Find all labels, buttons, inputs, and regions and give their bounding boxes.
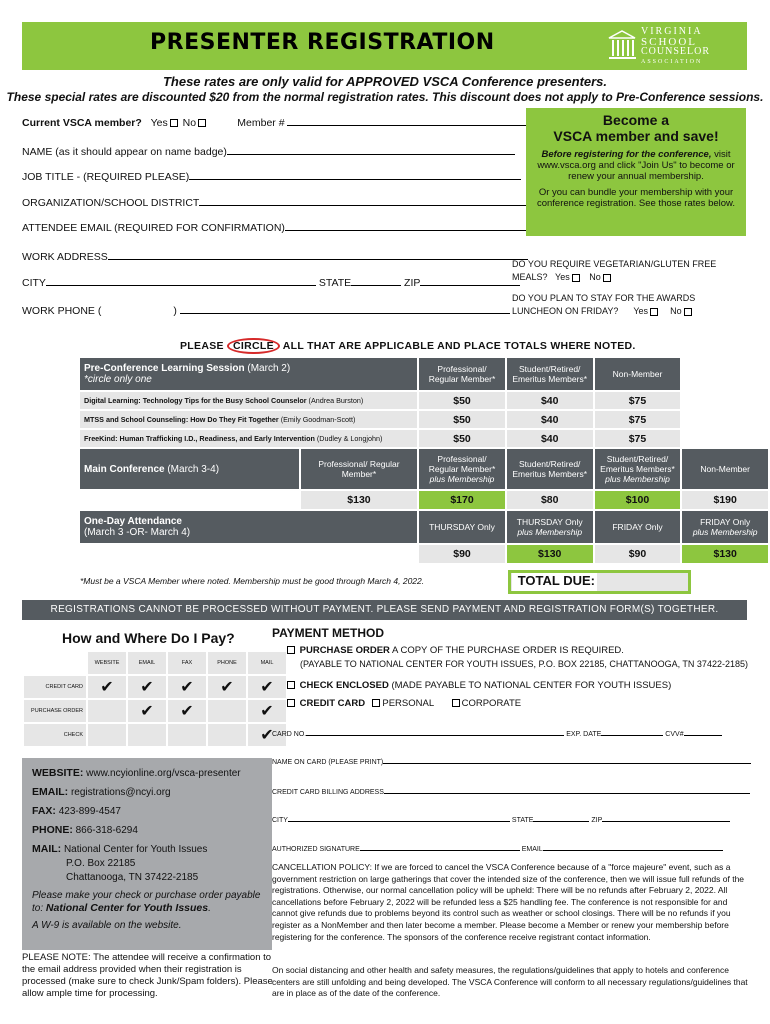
session-presenter: (Andrea Burston) <box>306 396 364 405</box>
cc-email-label: EMAIL <box>521 846 543 853</box>
check-mark-icon <box>128 724 166 746</box>
one-day-price-thursday[interactable]: $90 <box>419 545 505 563</box>
one-day-price-row <box>80 545 768 563</box>
main-col-professional-plus-label: Professional/ Regular Member* <box>428 454 496 474</box>
pay-row-label: PURCHASE ORDER <box>24 700 86 722</box>
main-col-student: Student/Retired/ Emeritus Members* <box>507 449 593 489</box>
circle-word: CIRCLE <box>227 338 280 354</box>
logo-line: SCHOOL <box>641 36 698 48</box>
job-label: JOB TITLE - (REQUIRED PLEASE) <box>22 171 190 183</box>
member-yes-checkbox[interactable] <box>170 119 178 127</box>
mail-label: MAIL: <box>32 843 62 855</box>
po-checkbox[interactable] <box>287 646 295 654</box>
email-field[interactable] <box>285 221 539 231</box>
org-label: ORGANIZATION/SCHOOL DISTRICT <box>22 197 200 209</box>
processing-note: PLEASE NOTE: The attendee will receive a confirmation to the email address provided when their registration is processed (make sure to check Junk/Spam folders). Please allow ample time for processing. <box>22 952 273 999</box>
payable-to-period: . <box>208 903 211 914</box>
one-day-col-friday-plus-label: FRIDAY Only <box>700 517 751 527</box>
billing-city-field[interactable] <box>288 815 510 822</box>
address-label: WORK ADDRESS <box>22 251 108 263</box>
signature-label: AUTHORIZED SIGNATURE <box>272 846 360 853</box>
check-enclosed-checkbox[interactable] <box>287 681 295 689</box>
payment-method-title: PAYMENT METHOD <box>272 626 385 640</box>
one-day-col-thursday: THURSDAY Only <box>419 511 505 543</box>
po-option <box>285 645 624 656</box>
credit-card-checkbox[interactable] <box>287 699 295 707</box>
columns-icon <box>605 28 639 62</box>
instructions-before: PLEASE <box>180 340 224 352</box>
billing-zip-field[interactable] <box>602 815 730 822</box>
credit-card-option <box>285 698 521 709</box>
check-mark-icon: ✔ <box>88 676 126 698</box>
email-row <box>22 221 539 234</box>
pay-col-mail: MAIL <box>248 652 286 674</box>
instructions-after: ALL THAT ARE APPLICABLE AND PLACE TOTALS WHERE NOTED. <box>282 340 636 352</box>
corporate-label: CORPORATE <box>461 698 522 709</box>
session-name: MTSS and School Counseling: How Do They Fit Together <box>84 415 279 424</box>
session-price-non-member[interactable]: $75 <box>595 430 681 447</box>
cc-email-field[interactable] <box>543 844 723 851</box>
phone-paren: ) <box>173 305 177 317</box>
check-mark-icon: ✔ <box>128 700 166 722</box>
member-number-field[interactable] <box>287 116 527 126</box>
email-label: ATTENDEE EMAIL (REQUIRED FOR CONFIRMATION) <box>22 222 285 234</box>
one-day-subtitle: (March 3 -OR- March 4) <box>84 527 191 538</box>
name-label: NAME (as it should appear on name badge) <box>22 146 227 158</box>
exp-date-field[interactable] <box>601 729 663 736</box>
pay-col-phone: PHONE <box>208 652 246 674</box>
card-number-row <box>272 729 722 738</box>
session-row[interactable] <box>80 430 768 447</box>
veg-yes-checkbox[interactable] <box>572 274 580 282</box>
credit-card-label: CREDIT CARD <box>299 698 366 709</box>
phone-row <box>22 304 510 317</box>
promo-heading-1: Become a <box>602 112 670 128</box>
website-label: WEBSITE: <box>32 767 84 779</box>
how-to-pay-title: How and Where Do I Pay? <box>62 630 235 646</box>
org-field[interactable] <box>199 196 533 206</box>
billing-city-row <box>272 815 730 824</box>
main-conference-date: (March 3-4) <box>164 463 220 475</box>
check-mark-icon: ✔ <box>168 676 206 698</box>
name-on-card-row <box>272 757 751 766</box>
lunch-no-label: No <box>670 306 682 316</box>
main-col-student-plus <box>595 449 681 489</box>
lunch-no-checkbox[interactable] <box>684 308 692 316</box>
plus-membership-label: plus Membership <box>517 527 583 537</box>
check-mark-icon <box>88 724 126 746</box>
signature-row <box>272 844 723 853</box>
veg-yes-label: Yes <box>555 272 570 282</box>
logo-line: ASSOCIATION <box>641 59 703 65</box>
mail-line-3: Chattanooga, TN 37422-2185 <box>66 872 199 883</box>
billing-city-label: CITY <box>272 817 288 824</box>
plus-membership-label: plus Membership <box>605 474 670 484</box>
main-price-student[interactable]: $80 <box>507 491 593 509</box>
zip-field[interactable] <box>420 276 520 286</box>
payable-to <box>32 889 262 915</box>
fax-label: FAX: <box>32 805 56 817</box>
main-price-non-member[interactable]: $190 <box>682 491 768 509</box>
promo-visit-emphasis: Before registering for the conference, <box>541 149 712 160</box>
check-mark-icon: ✔ <box>128 676 166 698</box>
session-presenter: (Dudley & Longjohn) <box>314 434 383 443</box>
po-payable: (PAYABLE TO NATIONAL CENTER FOR YOUTH ISSUES, P.O. BOX 22185, CHATTANOOGA, TN 37422-2185) <box>300 659 748 669</box>
personal-label: PERSONAL <box>382 698 434 709</box>
billing-zip-label: ZIP <box>591 817 603 824</box>
subtitle-presenters: These rates are only valid for APPROVED VSCA Conference presenters. <box>162 74 608 89</box>
w9-note: A W-9 is available on the website. <box>32 920 182 931</box>
check-enclosed-text: (MADE PAYABLE TO NATIONAL CENTER FOR YOUTH ISSUES) <box>388 680 672 691</box>
email-label: EMAIL: <box>32 786 69 798</box>
session-title <box>80 430 417 447</box>
mail-line-2: P.O. Box 22185 <box>66 858 136 869</box>
session-price-student[interactable]: $40 <box>507 430 593 447</box>
main-col-professional: Professional/ Regular Member* <box>301 449 417 489</box>
contact-mail <box>32 842 262 857</box>
session-row[interactable] <box>80 392 768 409</box>
member-footnote: *Must be a VSCA Member where noted. Membership must be good through March 4, 2022. <box>80 576 425 586</box>
session-presenter: (Emily Goodman-Scott) <box>278 415 356 424</box>
billing-address-label: CREDIT CARD BILLING ADDRESS <box>272 789 384 796</box>
check-mark-icon <box>168 724 206 746</box>
city-field[interactable] <box>46 276 316 286</box>
one-day-header <box>80 511 417 543</box>
zip-label: ZIP <box>404 277 421 289</box>
name-on-card-label: NAME ON CARD (PLEASE PRINT) <box>272 759 384 766</box>
session-price-student[interactable]: $40 <box>507 392 593 409</box>
corporate-checkbox[interactable] <box>452 699 460 707</box>
lunch-yes-checkbox[interactable] <box>650 308 658 316</box>
cancellation-policy: CANCELLATION POLICY: If we are forced to cancel the VSCA Conference because of a "force majeure" event, such as a government restriction on large gatherings that cover the intended size of the conference, then we will issue full refunds of the registrations. Otherwise, our normal cancellation policy will be upheld: There will be no refunds after February 2, 2022. All cancellations before February 2, 2022 will be refunded less a $25 handling fee. The conference is not responsible for and cannot give refunds due to problems beyond its control such as weather or school closings. There will be no refunds if you register as a NonMember and then later become a member. Please become a Member or renew your membership before registering for the conference. The sponsors of the conference receive registrant contact information. <box>272 862 745 942</box>
fax-number: 423-899-4547 <box>55 806 121 817</box>
lunch-question <box>512 292 744 318</box>
contact-phone <box>32 823 262 838</box>
signature-field[interactable] <box>360 844 520 851</box>
cvv-label: CVV# <box>665 731 684 738</box>
col-non-member: Non-Member <box>595 358 681 390</box>
main-price-professional[interactable]: $130 <box>301 491 417 509</box>
member-number-label: Member # <box>237 117 285 129</box>
name-on-card-field[interactable] <box>383 757 751 764</box>
job-row <box>22 170 521 183</box>
address-row <box>22 250 528 263</box>
veg-question <box>512 258 744 284</box>
main-conference-title: Main Conference <box>84 463 165 475</box>
member-question <box>22 116 527 129</box>
pay-row <box>24 700 286 722</box>
billing-state-label: STATE <box>511 817 534 824</box>
mail-line-1: National Center for Youth Issues <box>61 844 208 855</box>
veg-no-label: No <box>589 272 601 282</box>
plus-membership-label: plus Membership <box>429 474 495 484</box>
member-no-label: No <box>182 117 197 129</box>
phone-label: PHONE: <box>32 824 73 836</box>
spacer <box>80 545 417 563</box>
member-no-checkbox[interactable] <box>198 119 206 127</box>
pay-methods-table <box>22 650 288 748</box>
payable-to-intro: Please make your check or purchase order payable to: <box>32 890 261 914</box>
check-mark-icon <box>208 700 246 722</box>
total-due-label: TOTAL DUE: <box>512 573 597 591</box>
session-name: Digital Learning: Technology Tips for the Busy School Counselor <box>84 396 307 405</box>
payment-warning-bar: REGISTRATIONS CANNOT BE PROCESSED WITHOUT PAYMENT. PLEASE SEND PAYMENT AND REGISTRATION FORM(S) TOGETHER. <box>22 600 747 620</box>
name-field[interactable] <box>227 145 515 155</box>
main-price-professional-plus[interactable]: $170 <box>419 491 505 509</box>
check-enclosed-label: CHECK ENCLOSED <box>299 680 389 691</box>
one-day-col-thursday-plus <box>507 511 593 543</box>
check-option <box>285 680 671 691</box>
circle-instructions <box>180 338 636 354</box>
email-link[interactable]: registrations@ncyi.org <box>68 787 171 798</box>
session-price-professional[interactable]: $50 <box>419 411 505 428</box>
col-student: Student/Retired/ Emeritus Members* <box>507 358 593 390</box>
veg-question-text: DO YOU REQUIRE VEGETARIAN/GLUTEN FREE MEALS? <box>512 259 717 282</box>
contact-email <box>32 785 262 800</box>
contact-fax <box>32 804 262 819</box>
check-mark-icon: ✔ <box>248 700 286 722</box>
subtitle-discount: These special rates are discounted $20 from the normal registration rates. This discount does not apply to Pre-Conference sessions. <box>6 90 764 104</box>
social-distancing-note: On social distancing and other health and safety measures, the regulations/guidelines that apply to hotels and conference centers are still unfolding and being developed. The VSCA Conference will conform to all necessary regulations/guidelines that are in place as of the date of the conference. <box>272 965 748 999</box>
check-mark-icon <box>88 700 126 722</box>
main-col-student-plus-label: Student/Retired/ Emeritus Members* <box>600 454 675 474</box>
billing-address-field[interactable] <box>384 787 750 794</box>
rates-table <box>78 356 770 565</box>
pay-row-label: CHECK <box>24 724 86 746</box>
page-title: PRESENTER REGISTRATION <box>150 30 495 55</box>
exp-date-label: EXP. DATE <box>566 731 602 738</box>
one-day-price-friday[interactable]: $90 <box>595 545 681 563</box>
col-professional: Professional/ Regular Member* <box>419 358 505 390</box>
billing-state-field[interactable] <box>533 815 589 822</box>
session-row[interactable] <box>80 411 768 428</box>
pay-row <box>24 724 286 746</box>
main-col-non-member: Non-Member <box>682 449 768 489</box>
member-question-label: Current VSCA member? <box>22 117 142 129</box>
phone-label: WORK PHONE ( <box>22 305 102 317</box>
personal-checkbox[interactable] <box>372 699 380 707</box>
card-number-label: CARD NO. <box>272 731 307 738</box>
session-price-professional[interactable]: $50 <box>419 392 505 409</box>
check-mark-icon: ✔ <box>168 700 206 722</box>
state-field[interactable] <box>351 276 401 286</box>
job-field[interactable] <box>189 170 521 180</box>
main-col-professional-plus <box>419 449 505 489</box>
pay-col-fax: FAX <box>168 652 206 674</box>
promo-visit-text: visit www.vsca.org and click "Join Us" to become or renew your annual membership. <box>537 149 735 182</box>
city-row <box>22 276 520 289</box>
name-row <box>22 145 515 158</box>
membership-promo <box>526 108 746 236</box>
one-day-col-friday-plus <box>682 511 768 543</box>
session-price-non-member[interactable]: $75 <box>595 411 681 428</box>
billing-address-row <box>272 787 750 796</box>
pay-col-website: WEBSITE <box>88 652 126 674</box>
payable-to-name: National Center for Youth Issues <box>45 902 209 914</box>
pre-conference-title: Pre-Conference Learning Session <box>84 363 245 374</box>
city-label: CITY <box>22 277 46 289</box>
pay-row <box>24 676 286 698</box>
phone-field[interactable] <box>180 304 510 314</box>
promo-visit <box>532 149 740 182</box>
state-label: STATE <box>318 277 352 289</box>
session-price-professional[interactable]: $50 <box>419 430 505 447</box>
lunch-yes-label: Yes <box>633 306 649 316</box>
lunch-question-text: DO YOU PLAN TO STAY FOR THE AWARDS LUNCHEON ON FRIDAY? <box>512 293 696 316</box>
pre-conference-note: *circle only one <box>84 374 152 385</box>
vsca-logo <box>605 24 745 68</box>
check-mark-icon: ✔ <box>248 724 286 746</box>
card-number-field[interactable] <box>306 729 564 736</box>
pre-conference-header <box>80 358 417 390</box>
main-conference-header <box>80 449 299 489</box>
main-price-student-plus[interactable]: $100 <box>595 491 681 509</box>
org-row <box>22 196 533 209</box>
one-day-price-thursday-plus[interactable]: $130 <box>507 545 593 563</box>
pay-col-email: EMAIL <box>128 652 166 674</box>
spacer <box>80 491 299 509</box>
one-day-title: One-Day Attendance <box>84 516 182 527</box>
promo-bundle: Or you can bundle your membership with your conference registration. See those rates below. <box>536 187 736 209</box>
logo-line: VIRGINIA <box>641 26 703 37</box>
session-name: FreeKind: Human Trafficking I.D., Readiness, and Early Intervention <box>84 434 315 443</box>
pay-row-label: CREDIT CARD <box>24 676 86 698</box>
check-mark-icon: ✔ <box>208 676 246 698</box>
spacer <box>24 652 86 674</box>
website-link[interactable]: www.ncyionline.org/vsca-presenter <box>83 768 241 779</box>
pre-conference-date: (March 2) <box>244 363 291 374</box>
check-mark-icon <box>208 724 246 746</box>
logo-line: COUNSELOR <box>641 46 711 57</box>
member-yes-label: Yes <box>150 117 168 129</box>
promo-heading-2: VSCA member and save! <box>553 128 719 144</box>
one-day-price-friday-plus[interactable]: $130 <box>682 545 768 563</box>
phone-number: 866-318-6294 <box>72 825 138 836</box>
veg-no-checkbox[interactable] <box>603 274 611 282</box>
plus-membership-label: plus Membership <box>692 527 758 537</box>
po-text: A COPY OF THE PURCHASE ORDER IS REQUIRED. <box>389 645 624 656</box>
po-label: PURCHASE ORDER <box>299 645 390 656</box>
contact-panel <box>22 758 272 950</box>
session-title <box>80 411 417 428</box>
cvv-field[interactable] <box>684 729 722 736</box>
one-day-col-thursday-plus-label: THURSDAY Only <box>516 517 583 527</box>
one-day-col-friday: FRIDAY Only <box>595 511 681 543</box>
session-price-student[interactable]: $40 <box>507 411 593 428</box>
contact-website <box>32 766 262 781</box>
address-field[interactable] <box>108 250 528 260</box>
check-mark-icon: ✔ <box>248 676 286 698</box>
session-price-non-member[interactable]: $75 <box>595 392 681 409</box>
session-title <box>80 392 417 409</box>
main-price-row <box>80 491 768 509</box>
